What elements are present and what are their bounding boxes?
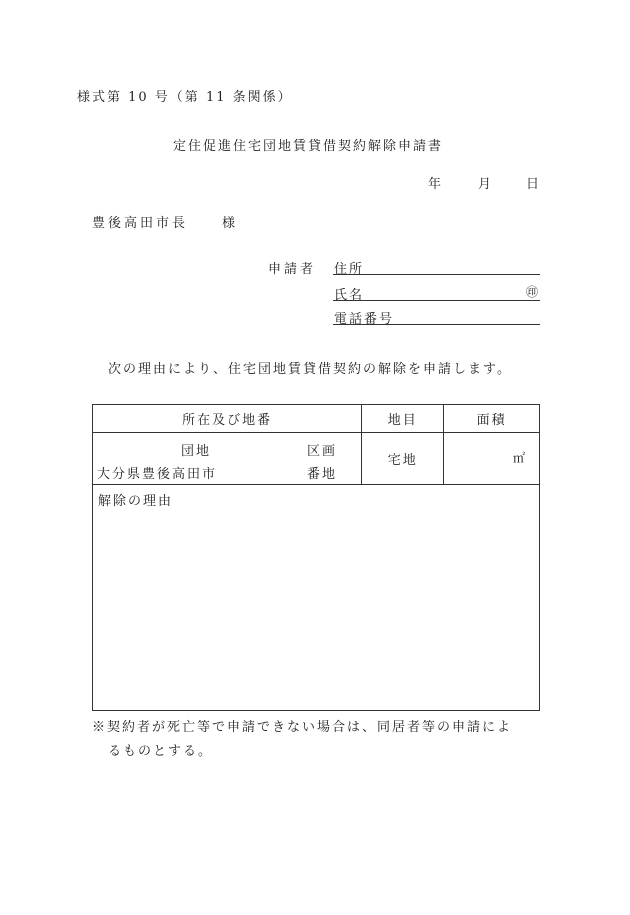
table-row [93,433,540,485]
applicant-label: 申請者 [268,262,317,277]
kukaku-label: 区画 [307,444,338,459]
reason-row [93,485,540,711]
header-area: 面積 [444,405,540,433]
banchi-label: 番地 [307,467,338,482]
addressee-name: 豊後高田市長 [92,216,189,231]
seal-mark: ㊞ [526,285,539,299]
city-label: 大分県豊後高田市 [97,467,218,482]
footnote-line2: るものとする。 [108,744,214,759]
form-number: 様式第 10 号（第 11 条関係） [77,90,293,105]
area-unit: ㎡ [512,451,525,465]
name-label: 氏名 [334,288,365,303]
area-cell [444,433,540,485]
date-day-label: 日 [526,177,540,192]
footnote-line1: ※契約者が死亡等で申請できない場合は、同居者等の申請によ [92,720,513,735]
intro-text: 次の理由により、住宅団地賃貸借契約の解除を申請します。 [108,362,512,377]
reason-label: 解除の理由 [98,494,174,509]
name-line [333,300,540,301]
land-table [92,404,540,711]
page-title: 定住促進住宅団地賃貸借契約解除申請書 [173,139,444,154]
address-line [333,274,540,275]
header-location: 所在及び地番 [93,405,362,433]
phone-label: 電話番号 [334,312,395,327]
phone-line [333,324,540,325]
table-header-row [93,405,540,433]
land-category-value: 宅地 [362,433,444,485]
reason-cell [93,485,540,711]
location-cell [93,433,362,485]
addressee-honorific: 様 [222,216,236,231]
date-month-label: 月 [478,177,492,192]
danchi-label: 団地 [181,444,212,459]
header-land-category: 地目 [362,405,444,433]
date-year-label: 年 [428,177,442,192]
address-label: 住所 [334,262,365,277]
